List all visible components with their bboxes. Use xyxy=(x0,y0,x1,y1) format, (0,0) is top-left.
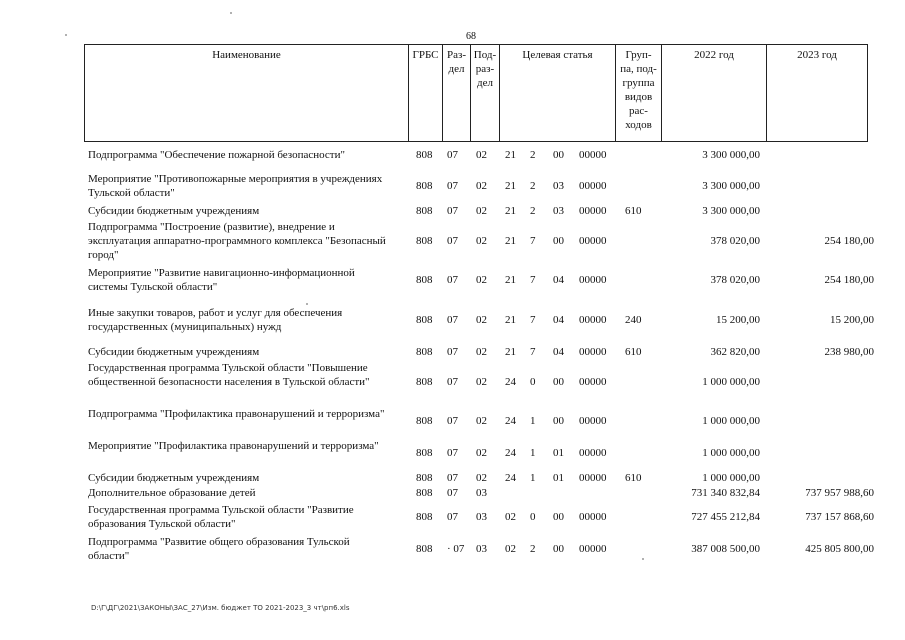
cell-t4: 00000 xyxy=(579,235,607,247)
cell-grbs: 808 xyxy=(416,205,433,217)
cell-t1: 21 xyxy=(505,346,516,358)
cell-name: Подпрограмма "Построение (развитие), внедрение и эксплуатация аппаратно-программного комплекса "Безопасный город" xyxy=(88,221,386,261)
cell-podr: 02 xyxy=(476,235,487,247)
cell-y2023: 238 980,00 xyxy=(824,346,874,358)
cell-y2022: 1 000 000,00 xyxy=(702,376,760,388)
scan-speck xyxy=(642,558,644,560)
cell-t2: 7 xyxy=(530,235,536,247)
cell-grbs: 808 xyxy=(416,235,433,247)
cell-t4: 00000 xyxy=(579,472,607,484)
cell-name: Подпрограмма "Обеспечение пожарной безопасности" xyxy=(88,149,345,161)
cell-t3: 00 xyxy=(553,511,564,523)
cell-t4: 00000 xyxy=(579,149,607,161)
cell-t3: 04 xyxy=(553,346,564,358)
table-row xyxy=(84,503,874,531)
cell-razd: 07 xyxy=(447,472,458,484)
cell-grbs: 808 xyxy=(416,511,433,523)
cell-t2: 0 xyxy=(530,511,536,523)
cell-razd: 07 xyxy=(447,487,458,499)
cell-razd: 07 xyxy=(447,314,458,326)
cell-t1: 21 xyxy=(505,235,516,247)
cell-podr: 02 xyxy=(476,314,487,326)
cell-y2022: 15 200,00 xyxy=(716,314,760,326)
cell-y2022: 387 008 500,00 xyxy=(691,543,760,555)
cell-name: Мероприятие "Развитие навигационно-информационной системы Тульской области" xyxy=(88,267,355,293)
table-row xyxy=(84,266,874,294)
cell-grp: 610 xyxy=(625,346,642,358)
cell-podr: 02 xyxy=(476,447,487,459)
cell-t1: 02 xyxy=(505,543,516,555)
header-group: Груп- па, под- группа видов рас- ходов xyxy=(615,45,661,141)
cell-t2: 2 xyxy=(530,543,536,555)
table-header xyxy=(84,44,868,142)
cell-name: Подпрограмма "Развитие общего образования Тульской области" xyxy=(88,536,350,562)
cell-t3: 03 xyxy=(553,180,564,192)
header-target: Целевая статья xyxy=(499,45,615,141)
cell-razd: 07 xyxy=(447,235,458,247)
cell-t4: 00000 xyxy=(579,415,607,427)
cell-y2023: 15 200,00 xyxy=(830,314,874,326)
cell-t2: 7 xyxy=(530,274,536,286)
cell-grbs: 808 xyxy=(416,543,433,555)
table-row xyxy=(84,220,874,262)
cell-y2023: 254 180,00 xyxy=(824,235,874,247)
cell-name: Иные закупки товаров, работ и услуг для обеспечения государственных (муниципальных) нужд xyxy=(88,307,343,333)
cell-t1: 21 xyxy=(505,149,516,161)
cell-y2022: 3 300 000,00 xyxy=(702,149,760,161)
cell-podr: 02 xyxy=(476,149,487,161)
cell-grbs: 808 xyxy=(416,180,433,192)
cell-name: Дополнительное образование детей xyxy=(88,487,256,499)
cell-grbs: 808 xyxy=(416,447,433,459)
cell-y2023: 425 805 800,00 xyxy=(805,543,874,555)
cell-t3: 00 xyxy=(553,235,564,247)
cell-y2023: 737 957 988,60 xyxy=(805,487,874,499)
cell-grbs: 808 xyxy=(416,314,433,326)
cell-podr: 02 xyxy=(476,415,487,427)
cell-t4: 00000 xyxy=(579,543,607,555)
header-grbs: ГРБС xyxy=(408,45,442,141)
cell-grbs: 808 xyxy=(416,415,433,427)
cell-grbs: 808 xyxy=(416,346,433,358)
cell-grbs: 808 xyxy=(416,487,433,499)
table-row xyxy=(84,471,874,485)
cell-t3: 00 xyxy=(553,415,564,427)
cell-name: Мероприятие "Противопожарные мероприятия в учреждениях Тульской области" xyxy=(88,173,383,199)
cell-podr: 02 xyxy=(476,180,487,192)
cell-t2: 1 xyxy=(530,415,536,427)
table-row xyxy=(84,306,874,334)
table-row xyxy=(84,486,874,500)
cell-name: Субсидии бюджетным учреждениям xyxy=(88,205,260,217)
header-2022: 2022 год xyxy=(661,45,766,141)
cell-t1: 21 xyxy=(505,274,516,286)
cell-podr: 03 xyxy=(476,543,487,555)
cell-t3: 01 xyxy=(553,472,564,484)
cell-razd: 07 xyxy=(447,274,458,286)
cell-y2022: 1 000 000,00 xyxy=(702,415,760,427)
cell-razd: 07 xyxy=(447,415,458,427)
cell-y2023: 737 157 868,60 xyxy=(805,511,874,523)
table-row xyxy=(84,361,874,403)
cell-grp: 240 xyxy=(625,314,642,326)
cell-t2: 1 xyxy=(530,472,536,484)
cell-grp: 610 xyxy=(625,205,642,217)
cell-name: Субсидии бюджетным учреждениям xyxy=(88,346,260,358)
cell-t2: 1 xyxy=(530,447,536,459)
table-row xyxy=(84,439,874,467)
cell-t2: 0 xyxy=(530,376,536,388)
cell-y2022: 3 300 000,00 xyxy=(702,180,760,192)
cell-podr: 02 xyxy=(476,346,487,358)
cell-t1: 21 xyxy=(505,314,516,326)
cell-t2: 2 xyxy=(530,205,536,217)
cell-t2: 7 xyxy=(530,314,536,326)
cell-y2022: 378 020,00 xyxy=(710,235,760,247)
cell-y2022: 3 300 000,00 xyxy=(702,205,760,217)
table-row xyxy=(84,345,874,359)
cell-t3: 00 xyxy=(553,543,564,555)
cell-t4: 00000 xyxy=(579,205,607,217)
cell-t4: 00000 xyxy=(579,274,607,286)
cell-t4: 00000 xyxy=(579,511,607,523)
cell-y2022: 378 020,00 xyxy=(710,274,760,286)
cell-razd: 07 xyxy=(447,447,458,459)
cell-t3: 01 xyxy=(553,447,564,459)
cell-razd: · 07 xyxy=(447,543,465,555)
cell-t4: 00000 xyxy=(579,346,607,358)
cell-razd: 07 xyxy=(447,376,458,388)
cell-podr: 03 xyxy=(476,487,487,499)
cell-podr: 02 xyxy=(476,376,487,388)
scan-speck xyxy=(230,12,232,14)
cell-name: Государственная программа Тульской области "Повышение общественной безопасности населения в Тульской области" xyxy=(88,362,370,388)
cell-t3: 00 xyxy=(553,376,564,388)
cell-name: Мероприятие "Профилактика правонарушений и терроризма" xyxy=(88,440,379,452)
table-row xyxy=(84,535,874,563)
cell-podr: 03 xyxy=(476,511,487,523)
page-number: 68 xyxy=(466,31,476,42)
cell-t1: 24 xyxy=(505,472,516,484)
cell-t1: 21 xyxy=(505,205,516,217)
cell-grp: 610 xyxy=(625,472,642,484)
cell-grbs: 808 xyxy=(416,149,433,161)
cell-t3: 04 xyxy=(553,314,564,326)
header-razdel: Раз- дел xyxy=(442,45,470,141)
cell-y2022: 727 455 212,84 xyxy=(691,511,760,523)
cell-t1: 24 xyxy=(505,415,516,427)
cell-y2022: 731 340 832,84 xyxy=(691,487,760,499)
table-row xyxy=(84,148,874,162)
cell-t1: 24 xyxy=(505,447,516,459)
cell-name: Государственная программа Тульской области "Развитие образования Тульской области" xyxy=(88,504,354,530)
cell-t4: 00000 xyxy=(579,314,607,326)
table-row xyxy=(84,407,874,435)
scan-speck xyxy=(306,303,308,305)
cell-t1: 21 xyxy=(505,180,516,192)
cell-t3: 03 xyxy=(553,205,564,217)
cell-name: Субсидии бюджетным учреждениям xyxy=(88,472,260,484)
cell-grbs: 808 xyxy=(416,274,433,286)
cell-y2022: 1 000 000,00 xyxy=(702,447,760,459)
scan-speck xyxy=(65,34,67,36)
header-2023: 2023 год xyxy=(766,45,867,141)
cell-y2023: 254 180,00 xyxy=(824,274,874,286)
cell-t2: 2 xyxy=(530,180,536,192)
cell-t4: 00000 xyxy=(579,180,607,192)
cell-razd: 07 xyxy=(447,346,458,358)
cell-razd: 07 xyxy=(447,149,458,161)
cell-grbs: 808 xyxy=(416,472,433,484)
cell-razd: 07 xyxy=(447,205,458,217)
cell-razd: 07 xyxy=(447,511,458,523)
cell-razd: 07 xyxy=(447,180,458,192)
header-name: Наименование xyxy=(212,49,281,61)
cell-t4: 00000 xyxy=(579,447,607,459)
cell-podr: 02 xyxy=(476,205,487,217)
cell-y2022: 1 000 000,00 xyxy=(702,472,760,484)
cell-t3: 04 xyxy=(553,274,564,286)
cell-name: Подпрограмма "Профилактика правонарушений и терроризма" xyxy=(88,408,385,420)
file-path-footer: D:\Г\ДГ\2021\ЗАКОНЫ\ЗАС_27\Изм. бюджет ТО 2021-2023_3 чт\рп6.xls xyxy=(91,604,350,612)
cell-podr: 02 xyxy=(476,274,487,286)
cell-t1: 02 xyxy=(505,511,516,523)
cell-t3: 00 xyxy=(553,149,564,161)
header-podrazdel: Под- раз- дел xyxy=(470,45,499,141)
cell-podr: 02 xyxy=(476,472,487,484)
cell-t2: 2 xyxy=(530,149,536,161)
cell-t4: 00000 xyxy=(579,376,607,388)
cell-grbs: 808 xyxy=(416,376,433,388)
cell-t1: 24 xyxy=(505,376,516,388)
cell-t2: 7 xyxy=(530,346,536,358)
cell-y2022: 362 820,00 xyxy=(710,346,760,358)
table-row xyxy=(84,172,874,200)
table-row xyxy=(84,204,874,218)
